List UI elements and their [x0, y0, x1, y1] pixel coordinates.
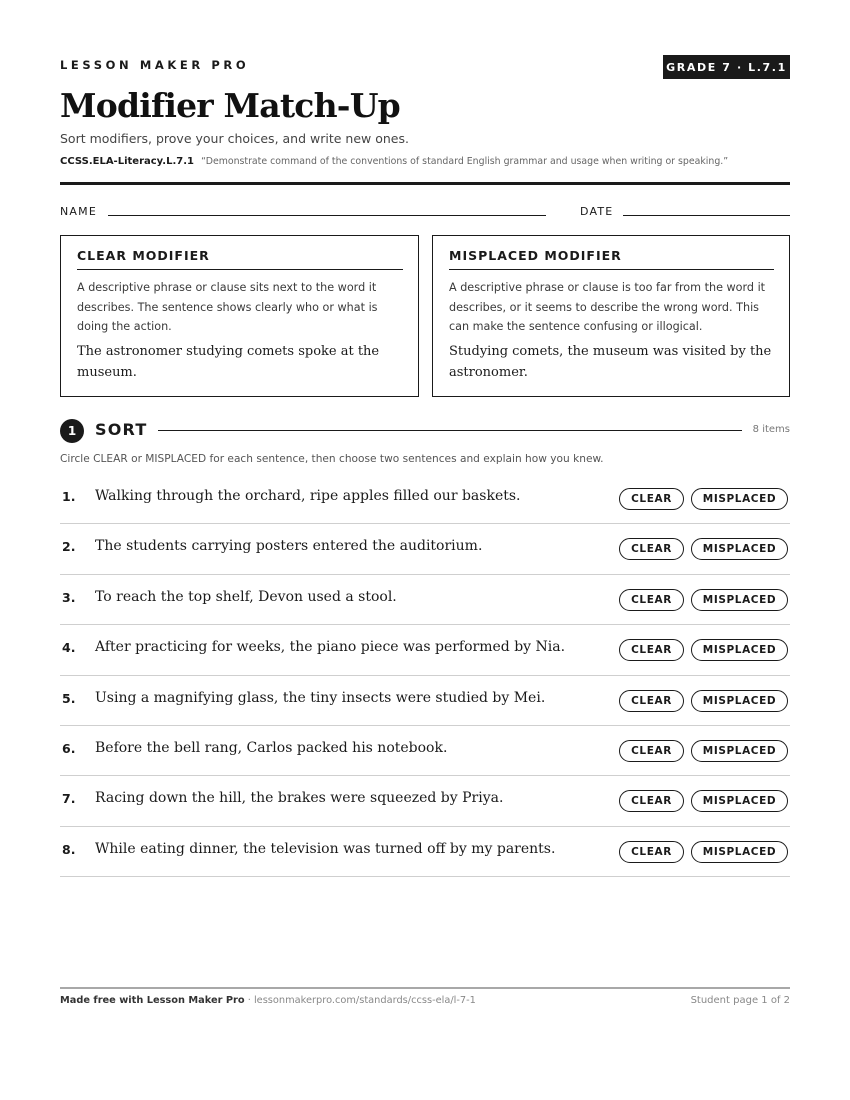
clear-choice-button[interactable]: CLEAR [619, 639, 684, 661]
clear-choice-button[interactable]: CLEAR [619, 740, 684, 762]
card-description: A descriptive phrase or clause is too far from the word it describes, or it seems to describe the wrong word. This can make the sentence confusing or illogical. [449, 281, 766, 333]
item-sentence: After practicing for weeks, the piano piece was performed by Nia. [95, 639, 566, 656]
item-sentence: To reach the top shelf, Devon used a stool. [95, 588, 397, 605]
clear-modifier-card [60, 235, 419, 397]
list-item [60, 524, 790, 574]
item-number: 7. [62, 791, 76, 807]
list-item [60, 474, 790, 524]
page-title: Modifier Match-Up [60, 86, 400, 125]
footer-divider [60, 987, 790, 989]
item-number: 6. [62, 740, 76, 756]
misplaced-choice-button[interactable]: MISPLACED [691, 740, 788, 762]
list-item [60, 827, 790, 877]
footer-made-with: Made free with Lesson Maker Pro [60, 995, 245, 1006]
item-sentence: Using a magnifying glass, the tiny insects were studied by Mei. [95, 689, 546, 706]
header-divider [60, 182, 790, 185]
clear-choice-button[interactable]: CLEAR [619, 488, 684, 510]
misplaced-choice-button[interactable]: MISPLACED [691, 488, 788, 510]
misplaced-choice-button[interactable]: MISPLACED [691, 639, 788, 661]
misplaced-choice-button[interactable]: MISPLACED [691, 589, 788, 611]
card-title: MISPLACED MODIFIER [449, 248, 774, 270]
misplaced-modifier-card [432, 235, 790, 397]
item-number: 8. [62, 841, 76, 857]
item-number: 3. [62, 589, 76, 605]
section-number-badge: 1 [60, 419, 84, 443]
card-example: Studying comets, the museum was visited by the astronomer. [449, 343, 772, 380]
item-number: 4. [62, 640, 76, 656]
list-item [60, 676, 790, 726]
clear-choice-button[interactable]: CLEAR [619, 841, 684, 863]
item-sentence: Before the bell rang, Carlos packed his notebook. [95, 739, 448, 756]
page-indicator: Student page 1 of 2 [690, 995, 790, 1006]
page-subtitle: Sort modifiers, prove your choices, and write new ones. [60, 131, 409, 146]
standard-code: CCSS.ELA-Literacy.L.7.1 [60, 156, 194, 167]
clear-choice-button[interactable]: CLEAR [619, 690, 684, 712]
item-count: 8 items [752, 424, 790, 435]
card-title: CLEAR MODIFIER [77, 248, 403, 270]
misplaced-choice-button[interactable]: MISPLACED [691, 690, 788, 712]
card-description: A descriptive phrase or clause sits next to the word it describes. The sentence shows clearly who or what is doing the action. [77, 281, 378, 333]
date-field[interactable] [623, 215, 790, 216]
item-number: 1. [62, 489, 76, 504]
misplaced-choice-button[interactable]: MISPLACED [691, 538, 788, 560]
item-sentence: Walking through the orchard, ripe apples filled our baskets. [95, 488, 521, 504]
misplaced-choice-button[interactable]: MISPLACED [691, 841, 788, 863]
name-label: NAME [60, 205, 97, 218]
date-label: DATE [580, 205, 614, 218]
list-item [60, 776, 790, 826]
list-item [60, 726, 790, 776]
item-sentence: While eating dinner, the television was turned off by my parents. [95, 840, 556, 857]
item-number: 5. [62, 690, 76, 706]
sort-item-list [60, 474, 790, 877]
name-field[interactable] [108, 215, 546, 216]
section-instructions: Circle CLEAR or MISPLACED for each sentence, then choose two sentences and explain how you knew. [60, 453, 604, 465]
list-item [60, 625, 790, 675]
clear-choice-button[interactable]: CLEAR [619, 589, 684, 611]
section-title: SORT [95, 420, 148, 439]
standard-line [60, 156, 728, 167]
card-example: The astronomer studying comets spoke at the museum. [77, 343, 380, 380]
worksheet-page [60, 0, 790, 1100]
brand-name: LESSON MAKER PRO [60, 58, 250, 72]
standard-quote: “Demonstrate command of the conventions of standard English grammar and usage when writing or speaking.” [201, 156, 729, 167]
footer-url[interactable]: · lessonmakerpro.com/standards/ccss-ela/l-7-1 [244, 995, 476, 1006]
clear-choice-button[interactable]: CLEAR [619, 538, 684, 560]
list-item [60, 575, 790, 625]
grade-badge: GRADE 7 · L.7.1 [663, 55, 790, 79]
item-sentence: The students carrying posters entered the auditorium. [95, 538, 483, 555]
misplaced-choice-button[interactable]: MISPLACED [691, 790, 788, 812]
section-divider [158, 430, 742, 431]
clear-choice-button[interactable]: CLEAR [619, 790, 684, 812]
footer-credit [60, 995, 476, 1006]
item-number: 2. [62, 539, 76, 555]
item-sentence: Racing down the hill, the brakes were squeezed by Priya. [95, 790, 504, 807]
